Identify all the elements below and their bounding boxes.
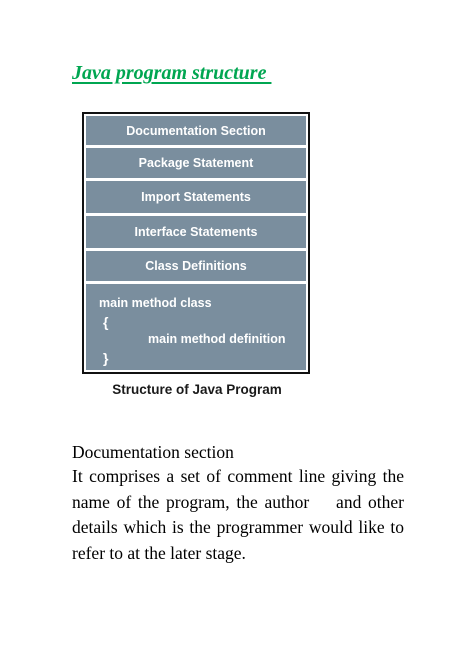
import-statements-box: Import Statements [86, 181, 306, 213]
main-method-definition-label: main method definition [148, 332, 286, 346]
diagram-rows [86, 116, 306, 370]
class-definitions-box: Class Definitions [86, 251, 306, 281]
package-statement-box: Package Statement [86, 148, 306, 178]
close-brace: } [103, 350, 109, 366]
main-method-class-label: main method class [99, 296, 212, 310]
paragraph-line: refer to at the later stage. [72, 542, 246, 563]
interface-statements-box: Interface Statements [86, 216, 306, 248]
section-title: Documentation section [72, 442, 234, 462]
paragraph-line: It comprises a set of comment line giving the [72, 466, 404, 486]
section-paragraph [72, 464, 404, 566]
java-structure-diagram [82, 112, 310, 374]
paragraph-line: name of the program, the author and other [72, 491, 404, 512]
open-brace: { [103, 314, 109, 330]
main-method-class-box [86, 284, 306, 370]
diagram-caption: Structure of Java Program [112, 382, 282, 397]
documentation-section-box: Documentation Section [86, 116, 306, 145]
page-heading: Java program structure [72, 62, 272, 84]
paragraph-line: details which is the programmer would like to [72, 517, 404, 537]
